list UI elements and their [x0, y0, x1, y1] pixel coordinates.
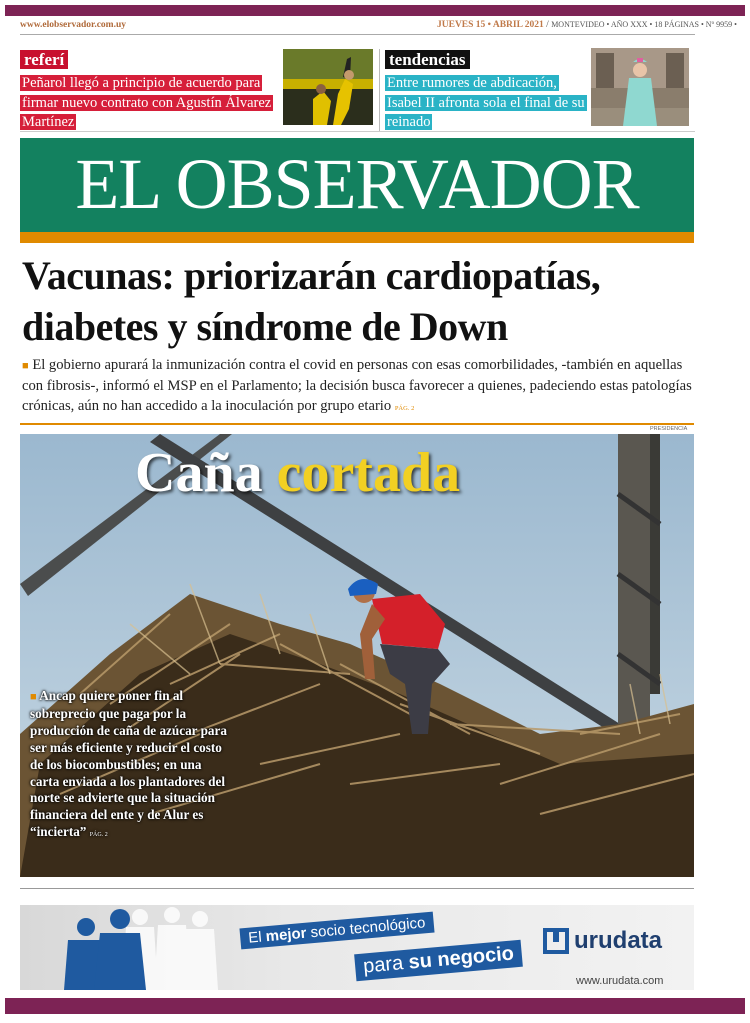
teaser-kicker: tendencias — [385, 50, 470, 69]
teaser-photo-queen[interactable] — [591, 48, 689, 126]
ad-url[interactable]: www.urudata.com — [576, 975, 664, 987]
lead-text: El gobierno apurará la inmunización contra el covid en personas con esas comorbilidades, -también en aquellas con fibrosis-, informó el MSP en el Parlamento; la decisión busca favorecer a quienes, padeciendo estas patologías crónicas, aún no han accedido a la inoculación por grupo etario — [22, 357, 692, 414]
issue-date: JUEVES 15 • ABRIL 2021 — [437, 20, 544, 30]
website-link[interactable]: www.elobservador.com.uy — [20, 20, 126, 30]
teaser-referi[interactable] — [20, 49, 278, 133]
photo-title-yellow: cortada — [276, 442, 461, 504]
masthead-rule — [20, 131, 695, 132]
top-bar — [5, 5, 745, 16]
main-headline[interactable]: Vacunas: priorizarán cardiopatías, diabetes y síndrome de Down — [22, 253, 601, 349]
date-line: JUEVES 15 • ABRIL 2021 / MONTEVIDEO • AÑO XXX • 18 PÁGINAS • Nº 9959 • — [437, 20, 737, 30]
teaser-divider — [379, 49, 380, 131]
main-lead — [22, 355, 698, 419]
masthead-underline — [20, 232, 694, 243]
masthead[interactable]: EL OBSERVADOR — [20, 138, 694, 232]
teaser-photo-football[interactable] — [283, 49, 373, 125]
teaser-kicker: referí — [20, 50, 68, 69]
ad-slogan-bottom: para su negocio — [354, 940, 523, 981]
ad-brand-logo[interactable] — [543, 927, 662, 955]
top-rule — [20, 34, 695, 35]
section-rule — [20, 423, 694, 425]
bottom-bar — [5, 998, 745, 1014]
teaser-tendencias[interactable] — [385, 49, 585, 133]
teaser-headline: Entre rumores de abdicación, Isabel II afronta sola el final de su reinado — [387, 75, 585, 130]
photo-caption — [30, 688, 230, 844]
ad-people-silhouettes — [60, 905, 230, 990]
ad-brand-name: urudata — [574, 927, 663, 954]
photo-title[interactable] — [135, 440, 460, 506]
caption-page-ref: PÁG. 2 — [89, 832, 108, 839]
ad-rule — [20, 888, 694, 889]
bullet-icon: ■ — [22, 360, 29, 372]
photo-title-white: Caña — [135, 442, 263, 504]
bullet-icon: ■ — [30, 691, 37, 703]
ad-banner[interactable] — [20, 905, 694, 990]
teaser-headline: Peñarol llegó a principio de acuerdo para firmar nuevo contrato con Agustín Álvarez Martínez — [22, 75, 272, 130]
page-ref: PÁG. 2 — [394, 405, 415, 412]
photo-credit: PRESIDENCIA — [650, 426, 688, 432]
ad-slogan-top: El mejor socio tecnológico — [239, 912, 434, 950]
urudata-logo-icon — [543, 928, 569, 954]
caption-text: Ancap quiere poner fin al sobreprecio que paga por la producción de caña de azúcar para ser más eficiente y reducir el costo de los biocombustibles; en una carta enviada a los plantadores del norte se advierte que la situación financiera del ente y de Alur es “incierta” — [30, 688, 227, 840]
issue-meta: MONTEVIDEO • AÑO XXX • 18 PÁGINAS • Nº 9959 • — [551, 20, 737, 29]
